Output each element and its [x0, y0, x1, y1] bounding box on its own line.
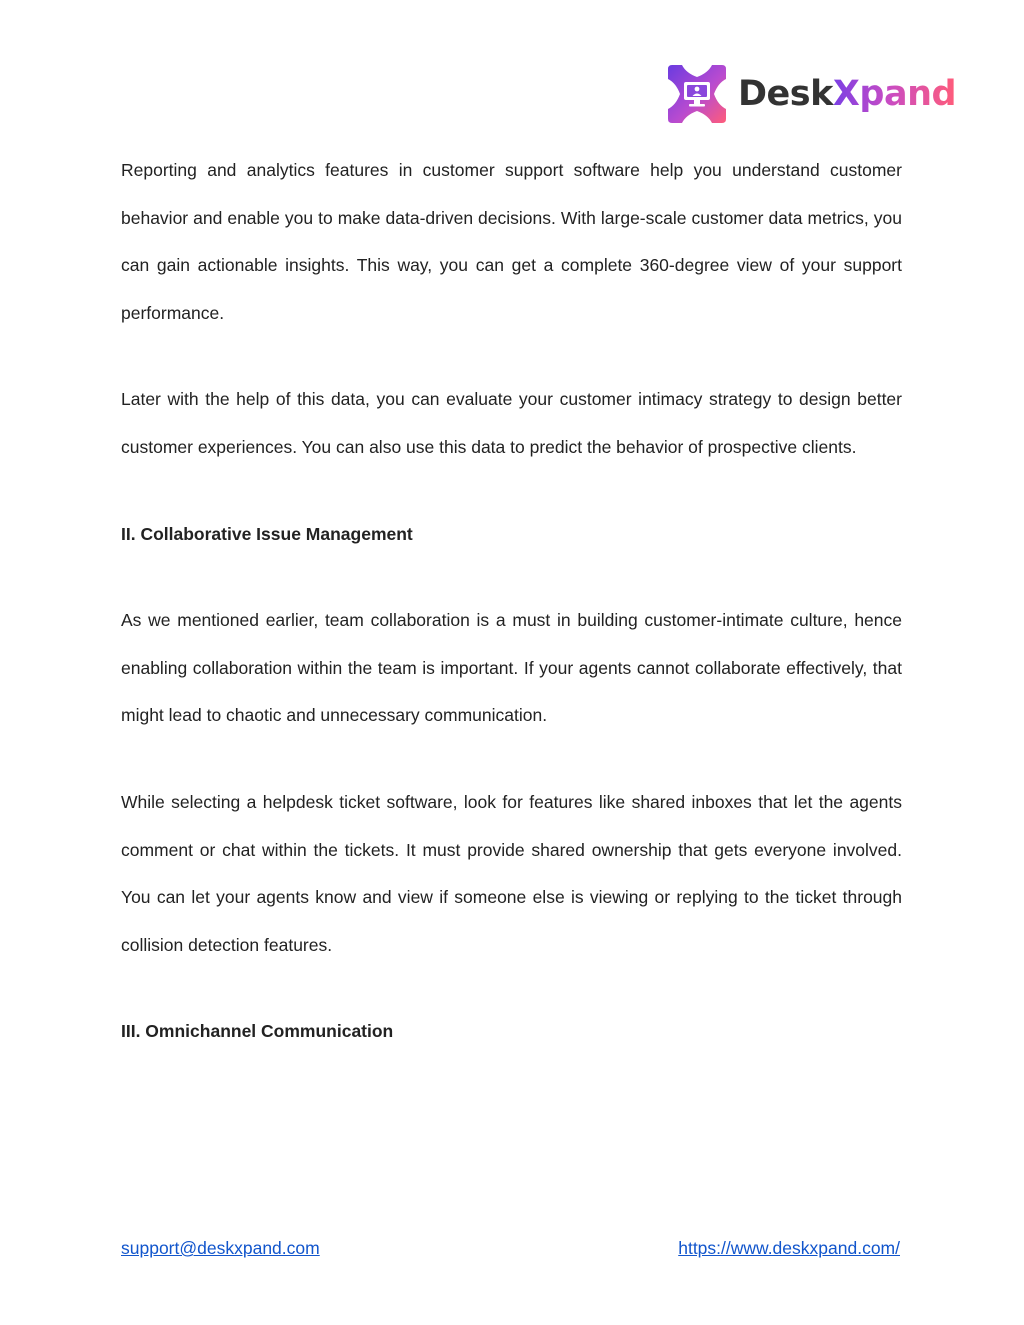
paragraph-team-collaboration: As we mentioned earlier, team collaboration is a must in building customer-intimate culture, hence enabling collaboration within the team is important. If your agents cannot collaborate effectively, that might lead to chaotic and unnecessary communication.: [121, 610, 902, 726]
brand-name-xpand: Xpand: [832, 73, 957, 114]
brand-name-desk: Desk: [738, 73, 833, 114]
deskxpand-logo: [664, 60, 956, 128]
monitor-in-x-logo-icon: [664, 61, 730, 127]
website-link[interactable]: https://www.deskxpand.com/: [678, 1238, 900, 1258]
paragraph-helpdesk-ticket-software: While selecting a helpdesk ticket software, look for features like shared inboxes that let the agents comment or chat within the tickets. It must provide shared ownership that gets everyone involved. You can let your agents know and view if someone else is viewing or replying to the ticket through collision detection features.: [121, 791, 902, 955]
paragraph-customer-intimacy-strategy: Later with the help of this data, you can evaluate your customer intimacy strategy to design better customer experiences. You can also use this data to predict the behavior of prospective clients.: [121, 389, 902, 457]
document-body: [121, 147, 902, 1056]
paragraph-reporting-analytics: Reporting and analytics features in customer support software help you understand customer behavior and enable you to make data-driven decisions. With large-scale customer data metrics, you can gain actionable insights. This way, you can get a complete 360-degree view of your support performance.: [121, 160, 902, 323]
section-heading-omnichannel-communication: III. Omnichannel Communication: [121, 1021, 394, 1042]
section-heading-collaborative-issue-management: II. Collaborative Issue Management: [121, 523, 413, 544]
support-email-link[interactable]: support@deskxpand.com: [121, 1238, 320, 1258]
brand-name: [738, 73, 957, 114]
